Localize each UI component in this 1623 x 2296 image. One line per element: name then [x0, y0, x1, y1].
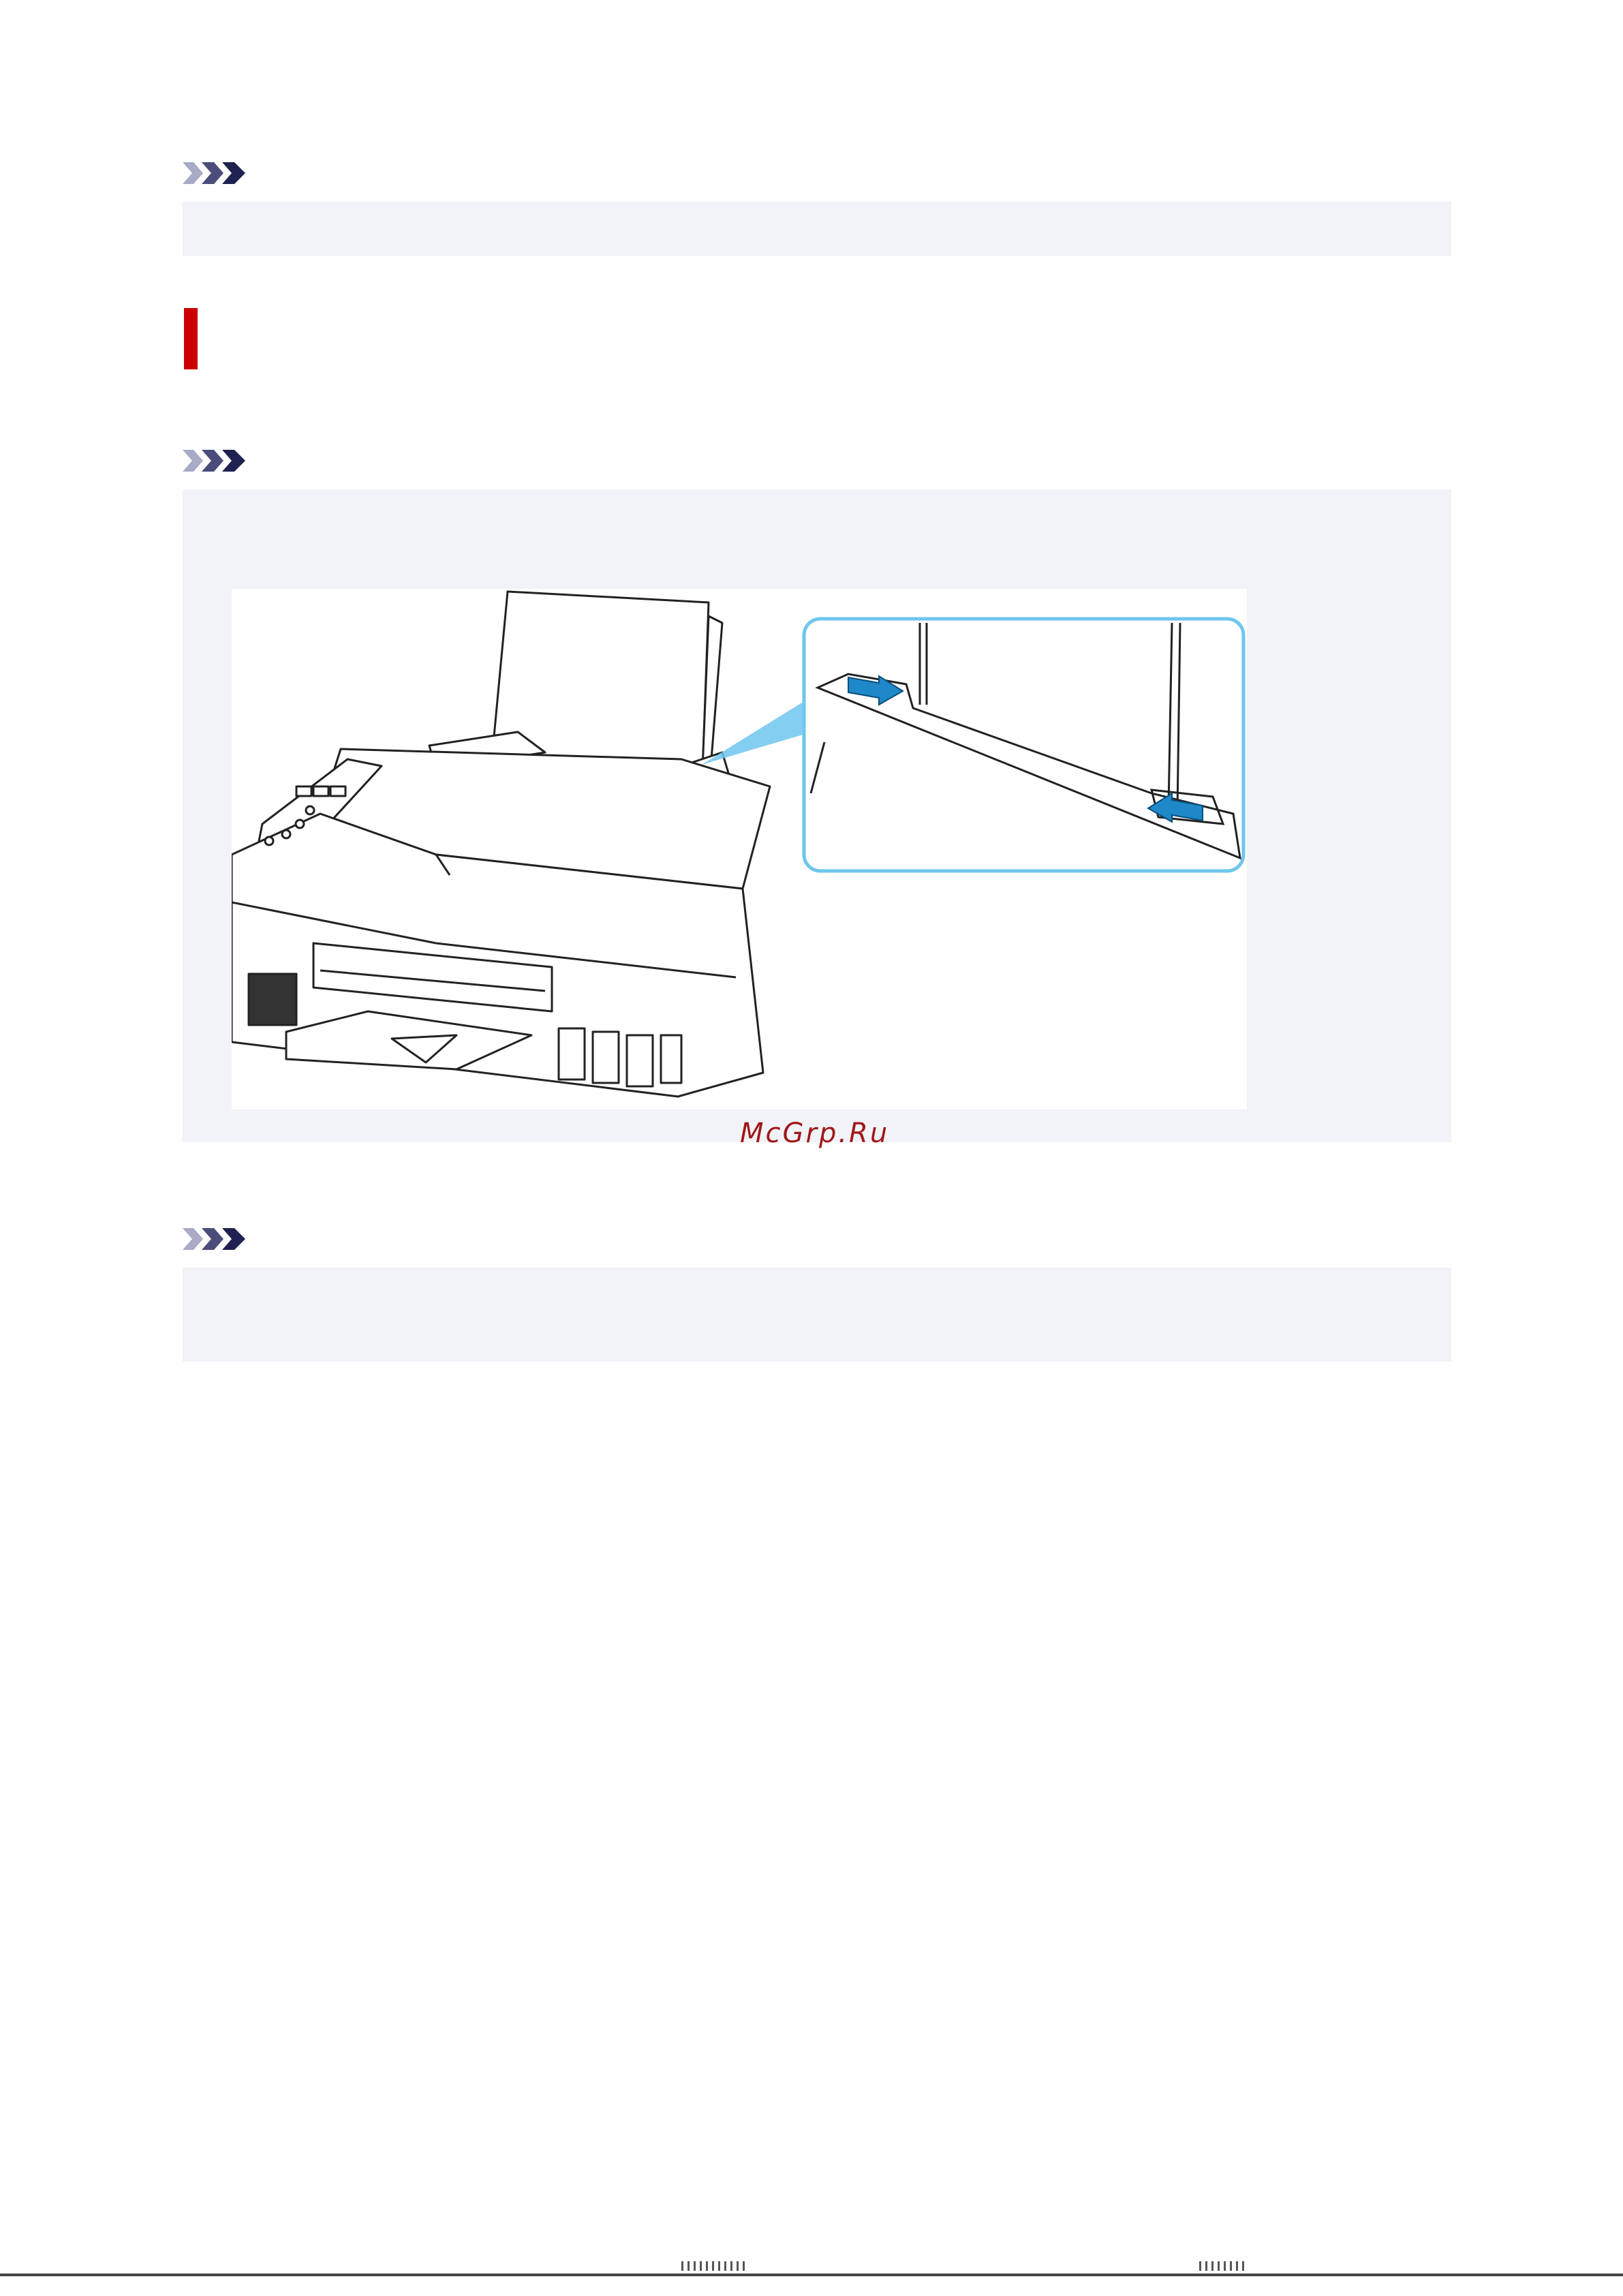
- footer-edge-mark: [681, 2261, 746, 2271]
- watermark-text: McGrp.Ru: [740, 1118, 890, 1149]
- note-box-3: [183, 1268, 1451, 1362]
- note-chevrons-icon: [183, 447, 249, 474]
- note-box-1: [183, 202, 1451, 256]
- important-marker: [184, 308, 198, 369]
- footer-edge-mark: [1199, 2261, 1247, 2271]
- note-chevrons-icon: [183, 159, 249, 187]
- note-chevrons-icon: [183, 1225, 249, 1253]
- printer-illustration: [232, 589, 1247, 1109]
- rear-tray-callout: [804, 619, 1243, 871]
- page-bottom-rule: [0, 2274, 1623, 2276]
